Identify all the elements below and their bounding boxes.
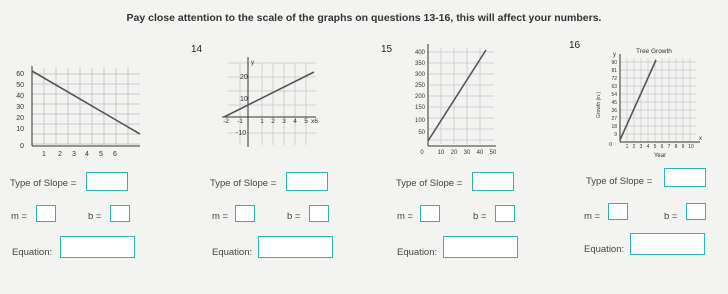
m-input-4[interactable] [608, 203, 628, 220]
g3-ytick: 100 [414, 118, 425, 124]
g4-y-axis-label: Growth (in.) [596, 91, 602, 118]
type-of-slope-label-4: Type of Slope = [586, 176, 653, 187]
equation-input-2[interactable] [258, 236, 333, 258]
g1-ytick: 40 [16, 93, 24, 100]
b-input-1[interactable] [110, 205, 130, 222]
g2-y-label: y [251, 59, 255, 66]
g2-xtick: 3 [282, 118, 286, 125]
g4-ytick: 9 [614, 132, 617, 138]
g1-xtick: 4 [85, 151, 89, 158]
equation-input-3[interactable] [443, 236, 518, 258]
question-number-16: 16 [569, 40, 581, 51]
type-of-slope-label-2: Type of Slope = [210, 178, 277, 189]
equation-label-1: Equation: [12, 247, 53, 258]
m-label-4: m = [584, 211, 601, 222]
g3-xtick: 10 [437, 150, 445, 156]
g4-xtick: 10 [688, 144, 694, 150]
g2-xtick: 4 [293, 118, 297, 125]
b-input-3[interactable] [495, 205, 515, 222]
type-of-slope-label-1: Type of Slope = [10, 178, 77, 189]
g1-xtick: 3 [72, 151, 76, 158]
type-of-slope-label-3: Type of Slope = [396, 178, 463, 189]
g4-title: Tree Growth [636, 48, 672, 55]
g3-xtick: 50 [489, 150, 497, 156]
g4-x-label: x [699, 136, 702, 142]
m-input-1[interactable] [36, 205, 56, 222]
g3-ytick: 300 [414, 72, 425, 78]
b-label-1: b = [88, 211, 102, 222]
equation-label-3: Equation: [397, 247, 438, 258]
g4-xtick: 9 [681, 144, 685, 150]
g2-ytick: 10 [240, 96, 248, 103]
g2-xtick: 6 [314, 118, 318, 125]
m-label-2: m = [212, 211, 229, 222]
type-of-slope-input-1[interactable] [86, 172, 128, 191]
g4-xtick: 1 [625, 144, 629, 150]
b-label-2: b = [287, 211, 301, 222]
g4-xtick: 2 [632, 144, 636, 150]
g4-x-axis-label: Year [653, 153, 667, 159]
g4-ytick: 18 [611, 124, 617, 130]
g1-ytick: 10 [16, 126, 24, 133]
m-input-3[interactable] [420, 205, 440, 222]
g3-ytick: 200 [414, 94, 425, 100]
g4-xtick: 5 [653, 144, 657, 150]
m-label-1: m = [11, 211, 28, 222]
g2-xtick: 2 [271, 118, 275, 125]
g2-xtick: 1 [260, 118, 264, 125]
g4-ytick: 81 [611, 68, 617, 74]
b-label-3: b = [473, 211, 487, 222]
g1-ytick: 60 [16, 71, 24, 78]
b-input-4[interactable] [686, 203, 706, 220]
graph-1 [8, 62, 143, 162]
g4-xtick: 6 [660, 144, 664, 150]
b-label-4: b = [664, 211, 678, 222]
type-of-slope-input-4[interactable] [664, 168, 706, 187]
g4-ytick: 90 [611, 60, 617, 66]
g4-y-label: y [613, 52, 616, 58]
g3-xtick: 20 [450, 150, 458, 156]
equation-input-4[interactable] [630, 233, 705, 255]
g4-ytick: 72 [611, 76, 617, 82]
g1-xtick: 6 [113, 151, 117, 158]
graph-4-tree-growth [592, 44, 704, 162]
g2-ytick: -10 [236, 130, 247, 137]
g4-xtick: 8 [674, 144, 678, 150]
g3-xtick: 0 [420, 150, 424, 156]
equation-input-1[interactable] [60, 236, 135, 258]
g4-xtick: 7 [667, 144, 671, 150]
graph-2 [218, 55, 318, 160]
g4-ytick: 54 [611, 92, 617, 98]
m-input-2[interactable] [235, 205, 255, 222]
g4-ytick: 45 [611, 100, 617, 106]
g1-ytick: 20 [16, 115, 24, 122]
m-label-3: m = [397, 211, 414, 222]
g3-ytick: 350 [414, 61, 425, 67]
g3-ytick: 50 [418, 130, 425, 136]
type-of-slope-input-2[interactable] [286, 172, 328, 191]
equation-label-2: Equation: [212, 247, 253, 258]
instruction-text: Pay close attention to the scale of the graphs on questions 13-16, this will affect your numbers. [126, 12, 602, 24]
g4-ytick: 0 [609, 142, 612, 148]
g1-xtick: 1 [42, 151, 46, 158]
g4-ytick: 36 [611, 108, 617, 114]
g4-xtick: 3 [639, 144, 643, 150]
g1-ytick: 0 [20, 143, 24, 150]
g3-xtick: 40 [476, 150, 484, 156]
g2-xtick: -2 [223, 118, 229, 125]
g2-ytick: 20 [240, 74, 248, 81]
g1-ytick: 50 [16, 82, 24, 89]
type-of-slope-input-3[interactable] [472, 172, 514, 191]
g1-xtick: 2 [58, 151, 62, 158]
question-number-14: 14 [191, 44, 203, 55]
g3-ytick: 250 [414, 83, 425, 89]
graph-3 [398, 42, 498, 162]
g4-ytick: 27 [611, 116, 617, 122]
g2-xtick: -1 [237, 118, 243, 125]
equation-label-4: Equation: [584, 244, 625, 255]
b-input-2[interactable] [309, 205, 329, 222]
question-number-15: 15 [381, 44, 393, 55]
g1-ytick: 30 [16, 104, 24, 111]
g3-ytick: 400 [414, 50, 425, 56]
g2-xtick: 5 [304, 118, 308, 125]
g3-xtick: 30 [463, 150, 471, 156]
g3-ytick: 150 [414, 105, 425, 111]
g1-xtick: 5 [99, 151, 103, 158]
g2-x-label: x [311, 118, 315, 125]
g4-xtick: 4 [646, 144, 650, 150]
g4-ytick: 63 [611, 84, 617, 90]
